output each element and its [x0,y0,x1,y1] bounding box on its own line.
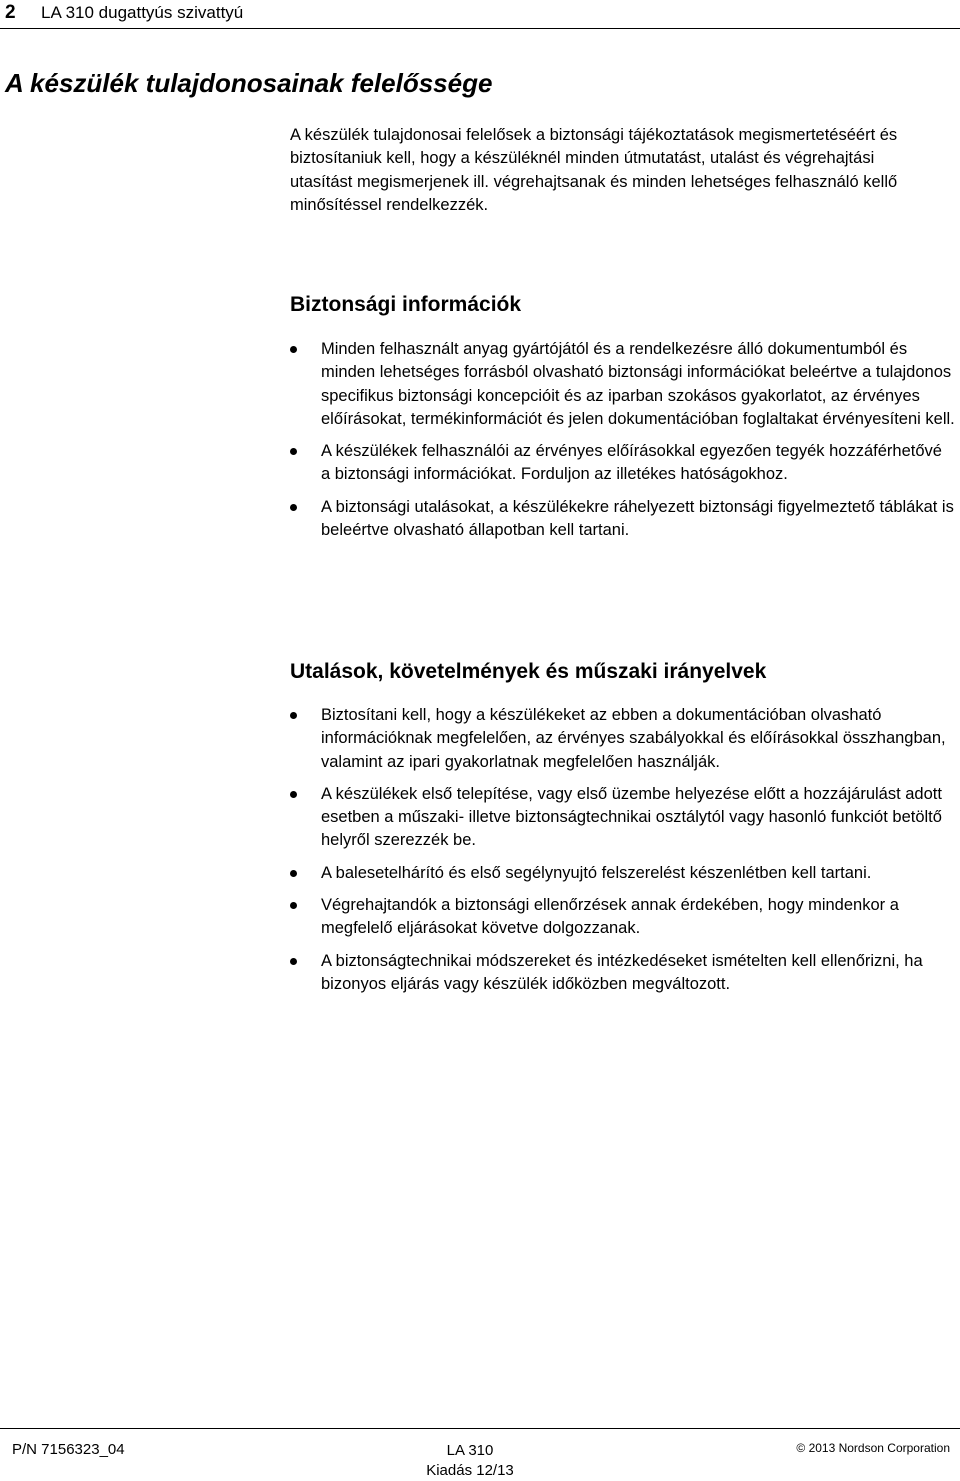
bullet-icon [290,958,297,965]
list-item [290,496,955,543]
list-item-text: Minden felhasznált anyag gyártójától és a rendelkezésre álló dokumentumból és minden lehetséges forrásból olvasható biztonsági információkat beleértve a tulajdonos specifikus biztonsági koncepcióit és az iparban szokásos gyakorlatot, az érvényes előírásokat, termékinformációt és jelen dokumentációban foglaltakat érvényesíteni kell. [321,340,955,428]
safety-info-list [290,338,955,551]
edition-label: Kiadás 12/13 [426,1462,514,1479]
bullet-icon [290,448,297,455]
bullet-icon [290,504,297,511]
page-title: A készülék tulajdonosainak felelőssége [5,68,493,98]
bullet-icon [290,346,297,353]
section-title-guidelines: Utalások, követelmények és műszaki irányelvek [290,660,767,683]
list-item [290,894,955,941]
page-number: 2 [5,2,16,23]
intro-paragraph: A készülék tulajdonosai felelősek a biztonsági tájékoztatások megismertetéséért és biztosítaniuk kell, hogy a készüléknél minden útmutatást, utalást és végrehajtási utasítást megismerjenek ill. végrehajtsanak és minden lehetséges felhasználó kellő minősítéssel rendelkezzék. [290,126,898,214]
list-item-text: A készülékek első telepítése, vagy első üzembe helyezése előtt a hozzájárulást adott esetben a műszaki- illetve biztonságtechnikai osztálytól vagy hasonló funkciót betöltő helyről szerezzék be. [321,784,942,850]
list-item [290,783,955,853]
list-item-text: Végrehajtandók a biztonsági ellenőrzések annak érdekében, hogy mindenkor a megfelelő eljárásokat követve dolgozzanak. [321,896,899,938]
copyright: © 2013 Nordson Corporation [796,1441,950,1455]
bullet-icon [290,870,297,877]
running-title: LA 310 dugattyús szivattyú [41,3,244,22]
model-label: LA 310 [446,1442,494,1459]
list-item [290,950,955,997]
bullet-icon [290,791,297,798]
list-item-text: A balesetelhárító és első segélynyujtó felszerelést készenlétben kell tartani. [321,863,872,882]
list-item-text: A biztonságtechnikai módszereket és intézkedéseket ismételten kell ellenőrizni, ha bizonyos eljárás vagy készülék időközben megváltozott. [321,951,923,993]
list-item [290,862,955,885]
list-item-text: Biztosítani kell, hogy a készülékeket az ebben a dokumentációban olvasható információknak megfelelően, az érvényes szabályokkal és előírásokkal összhangban, valamint az ipari gyakorlatnak megfelelően használják. [321,706,946,771]
bullet-icon [290,712,297,719]
footer-center [380,1441,560,1481]
section-title-safety-info: Biztonsági információk [290,293,522,316]
list-item [290,440,955,487]
list-item [290,338,955,431]
list-item [290,704,955,774]
page-footer [0,1428,960,1479]
guidelines-list [290,704,955,1005]
page-header [0,0,960,29]
part-number: P/N 7156323_04 [12,1441,125,1458]
bullet-icon [290,902,297,909]
list-item-text: A készülékek felhasználói az érvényes előírásokkal egyezően tegyék hozzáférhetővé a biztonsági információkat. Forduljon az illetékes hatóságokhoz. [321,442,942,484]
list-item-text: A biztonsági utalásokat, a készülékekre ráhelyezett biztonsági figyelmeztető táblákat is beleértve olvasható állapotban kell tartani. [321,497,954,540]
